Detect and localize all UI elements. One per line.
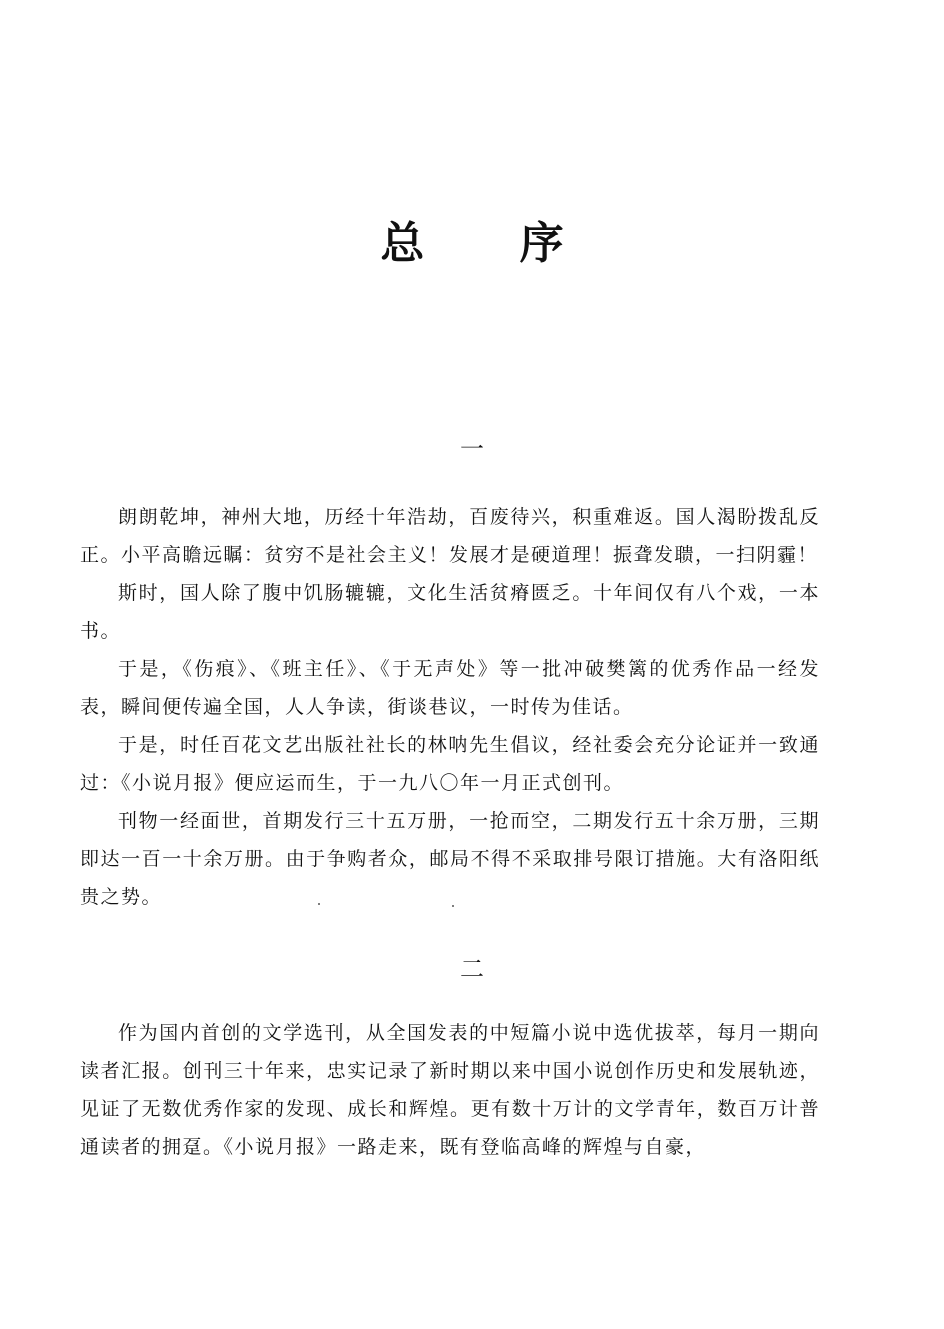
paragraph: 于是，时任百花文艺出版社社长的林呐先生倡议，经社委会充分论证并一致通过：《小说月报》便应运而生，于一九八〇年一月正式创刊。 [80,734,820,794]
paragraph: 朗朗乾坤，神州大地，历经十年浩劫，百废待兴，积重难返。国人渴盼拨乱反正。小平高瞻远瞩：贫穷不是社会主义！发展才是硬道理！振聋发聩，一扫阴霾！ [80,506,820,566]
page-title: 总 序 [380,218,604,269]
paragraph: 刊物一经面世，首期发行三十五万册，一抢而空，二期发行五十余万册，三期即达一百一十余万册。由于争购者众，邮局不得不采取排号限订措施。大有洛阳纸贵之势。 [80,810,820,908]
paragraph: 斯时，国人除了腹中饥肠辘辘，文化生活贫瘠匮乏。十年间仅有八个戏，一本书。 [80,582,820,642]
section-1-body [80,498,820,916]
section-2-heading: 二 [460,955,484,983]
scan-speck [318,903,320,905]
paragraph: 于是，《伤痕》、《班主任》、《于无声处》等一批冲破樊篱的优秀作品一经发表，瞬间便传遍全国，人人争读，街谈巷议，一时传为佳话。 [80,658,820,718]
section-2-body [80,1014,820,1166]
paragraph: 作为国内首创的文学选刊，从全国发表的中短篇小说中选优拔萃，每月一期向读者汇报。创刊三十年来，忠实记录了新时期以来中国小说创作历史和发展轨迹，见证了无数优秀作家的发现、成长和辉煌。更有数十万计的文学青年，数百万计普通读者的拥趸。《小说月报》一路走来，既有登临高峰的辉煌与自豪， [80,1022,820,1158]
section-1-heading: 一 [460,435,484,463]
scan-speck [452,905,454,907]
